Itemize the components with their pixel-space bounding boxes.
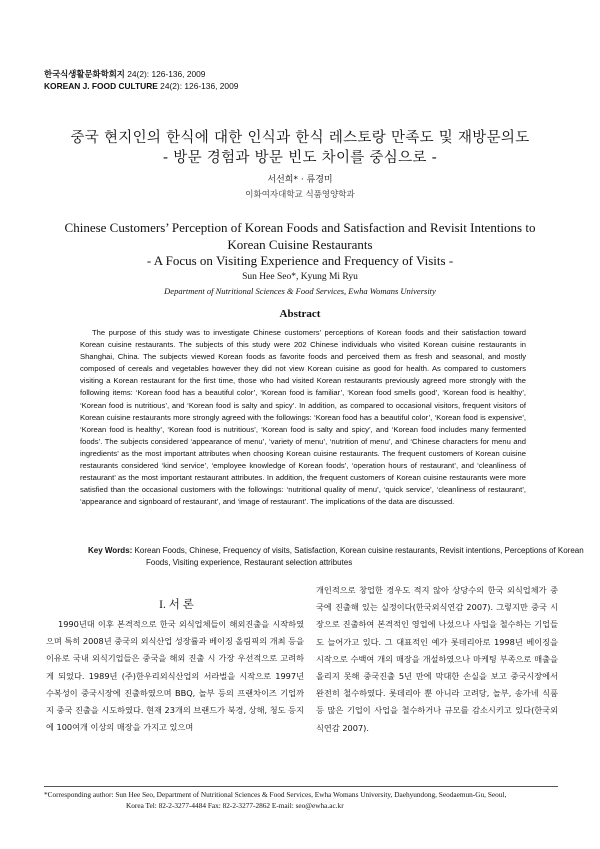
keywords-text: Korean Foods, Chinese, Frequency of visits, Satisfaction, Korean cuisine restaurants, Revisit intentions, Perceptions of Korean Foods, Visiting experience, Restaurant selection attributes xyxy=(134,546,584,567)
journal-header-ko xyxy=(44,68,238,80)
journal-header xyxy=(44,68,238,92)
footnote-line2: Korea Tel: 82-2-3277-4484 Fax: 82-2-3277-2862 E-mail: seo@ewha.ac.kr xyxy=(126,800,344,810)
footnote xyxy=(44,790,564,811)
journal-issue-en: 24(2): 126-136, 2009 xyxy=(160,81,239,91)
journal-name-en: KOREAN J. FOOD CULTURE xyxy=(44,81,158,91)
title-english-subtitle: - A Focus on Visiting Experience and Frequency of Visits - xyxy=(146,253,454,268)
footnote-divider xyxy=(44,786,558,787)
title-english xyxy=(40,220,560,270)
journal-issue-ko: 24(2): 126-136, 2009 xyxy=(127,69,206,79)
authors-korean: 서선희* · 류경미 xyxy=(267,175,333,185)
title-korean-main: 중국 현지인의 한식에 대한 인식과 한식 레스토랑 만족도 및 재방문의도 xyxy=(70,130,530,146)
footnote-line1: *Corresponding author: Sun Hee Seo, Department of Nutritional Sciences & Food Services, Ewha Womans University, Daehyundong, Seodaemun-Gu, Seoul, xyxy=(44,790,507,799)
journal-header-en xyxy=(44,80,238,92)
keywords xyxy=(88,545,586,568)
affiliation-korean: 이화여자대학교 식품영양학과 xyxy=(245,190,355,200)
abstract-heading: Abstract xyxy=(279,308,321,320)
title-korean-sub: - 방문 경험과 방문 빈도 차이를 중심으로 - xyxy=(162,150,438,166)
section-title-introduction: I. 서 론 xyxy=(159,599,194,611)
body-column-left: 1990년대 이후 본격적으로 한국 외식업체들이 해외진출을 시작하였으며 특히 2008년 중국의 외식산업 성장률과 베이징 올림픽의 개최 등을 이유로 국내 외식기업들은 중국을 해외 진출 시 가장 우선적으로 고려하게 되었다. 1989년 (주)한우리외식산업의 서라벌을 시작으로 1997년 수복성이 중국시장에 진출하였으며 BBQ, 놀부 등의 프랜차이즈 기업까지 중국 진출을 시도하였다. 현재 23개의 브랜드가 북경, 상해, 청도 등지에 100여개 이상의 매장을 가지고 있으며 xyxy=(46,619,304,733)
title-english-line2: Korean Cuisine Restaurants xyxy=(227,236,373,252)
body-column-right: 개인적으로 창업한 경우도 적지 않아 상당수의 한국 외식업체가 중국에 진출해 있는 실정이다(한국외식연감 2007). 그렇지만 중국 시장으로 진출하여 본격적인 영업에 나섰으나 사업을 철수하는 기업들도 늘어가고 있다. 그 대표적인 예가 롯데리아로 1998년 베이징을 시작으로 수백여 개의 매장을 개설하였으나 마케팅 부족으로 매출을 올리지 못해 중국진출 5년 만에 막대한 손실을 보고 중국시장에서 완전히 철수하였다. 롯데리아 뿐 아니라 고려당, 놀부, 송가네 식품 등 많은 기업이 사업을 철수하거나 규모를 감소시키고 있다(한국외식연감 2007). xyxy=(316,585,558,733)
title-korean xyxy=(0,128,600,168)
authors-english: Sun Hee Seo*, Kyung Mi Ryu xyxy=(242,272,358,282)
journal-name-ko: 한국식생활문화학회지 xyxy=(44,69,125,79)
affiliation-english: Department of Nutritional Sciences & Food Services, Ewha Womans University xyxy=(164,286,436,296)
keywords-label: Key Words: xyxy=(88,546,133,555)
abstract-body: The purpose of this study was to investigate Chinese customers’ perceptions of Korean foods and their satisfaction toward Korean cuisine restaurants. The subjects of this study were 202 Chinese individuals who visited Korean cuisine restaurants in Shanghai, China. The subjects viewed Korean foods as favorite foods and perceived them as fresh and seasonal, and mostly composed of cereals and vegetables however they did not view Korean cuisine as good for health. As compared to customers visiting a Korean restaurant for the first time, those who had visited Korean restaurants previously agreed more strongly with the following items: ‘Korean food has a beautiful color’, ‘Korean food is familiar’, ‘Korean food smells good’, ‘Korean food is healthy’, ‘Korean food is nutritious’, and ‘Korean food is salty and spicy’. In addition, as compared to occasional visitors, frequent visitors of Korean cuisine restaurants more strongly agreed with the followings: ‘Korean food has a beautiful color’, ‘Korean food is expensive’, ‘Korean food is healthy’, ‘Korean food is nutritious’, ‘Korean food is salty and spicy’, and ‘Korean food includes many fermented foods’. The subjects considered ‘appearance of menu’, ‘variety of menu’, ‘nutrition of menu’, and ‘Chinese characters for menu and ingredients’ as the most important attributes when choosing Korean cuisine restaurants. The frequent customers of Korean cuisine restaurants considered ‘kind service’, ‘employee knowledge of Korean foods’, ‘operation hours of restaurant’, and ‘cleanliness of restaurant’ as the most important restaurant attributes. In addition, the frequent customers of Korean cuisine restaurants were more satisfied than the occasional customers with the followings: ‘nutritional quality of menu’, ‘quick service’, ‘cleanliness of restaurant’, ‘appearance and signboard of restaurant’, and ‘image of restaurant’. The implications of the data are discussed. xyxy=(80,328,526,507)
title-english-line1: Chinese Customers’ Perception of Korean Foods and Satisfaction and Revisit Intentions to xyxy=(64,220,536,235)
